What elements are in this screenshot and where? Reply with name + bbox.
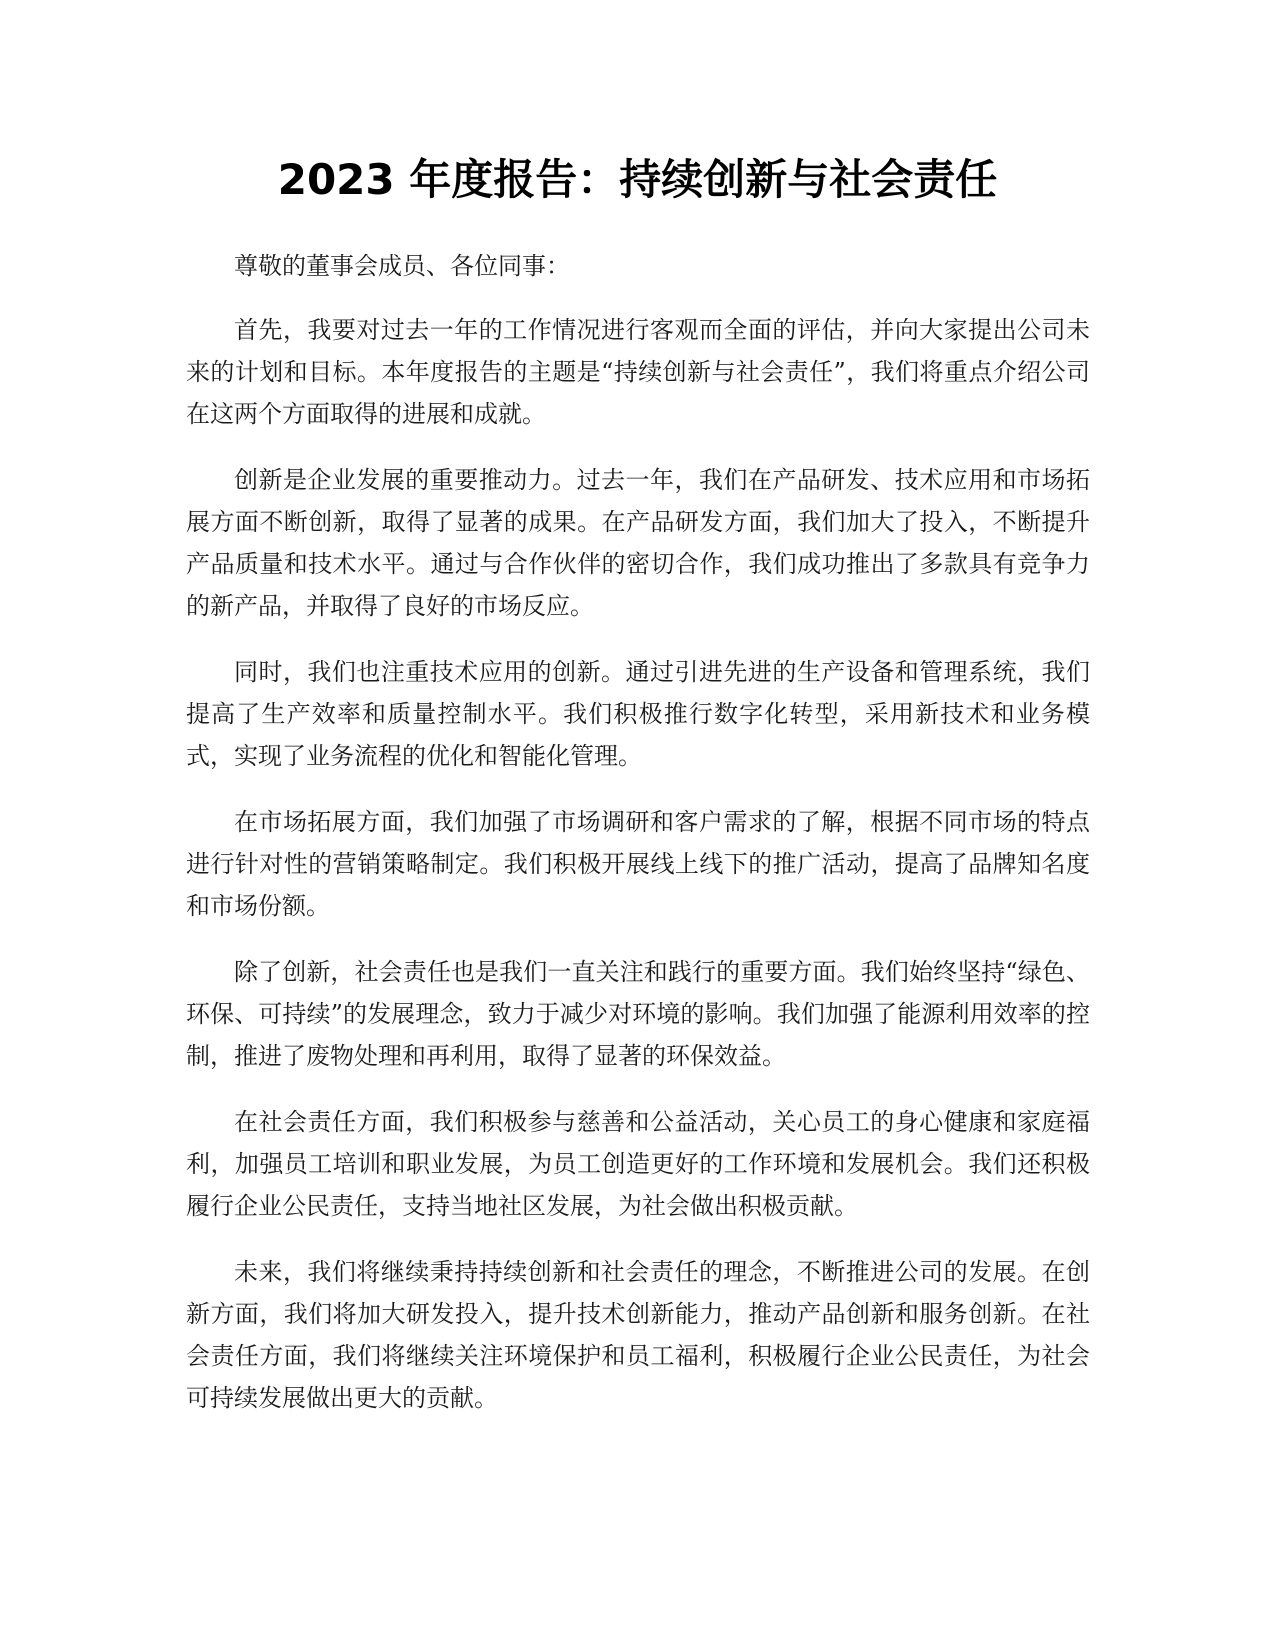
greeting-line: 尊敬的董事会成员、各位同事： <box>234 252 570 280</box>
document-title: 2023 年度报告：持续创新与社会责任 <box>277 155 998 204</box>
document-body <box>186 245 1090 1443</box>
paragraph-environment: 除了创新，社会责任也是我们一直关注和践行的重要方面。我们始终坚持“绿色、环保、可持续”的发展理念，致力于减少对环境的影响。我们加强了能源利用效率的控制，推进了废物处理和再利用，取得了显著的环保效益。 <box>186 958 1090 1070</box>
paragraph-technology: 同时，我们也注重技术应用的创新。通过引进先进的生产设备和管理系统，我们提高了生产效率和质量控制水平。我们积极推行数字化转型，采用新技术和业务模式，实现了业务流程的优化和智能化管理。 <box>186 658 1090 770</box>
paragraph-innovation: 创新是企业发展的重要推动力。过去一年，我们在产品研发、技术应用和市场拓展方面不断创新，取得了显著的成果。在产品研发方面，我们加大了投入，不断提升产品质量和技术水平。通过与合作伙伴的密切合作，我们成功推出了多款具有竞争力的新产品，并取得了良好的市场反应。 <box>186 466 1090 620</box>
paragraph-market: 在市场拓展方面，我们加强了市场调研和客户需求的了解，根据不同市场的特点进行针对性的营销策略制定。我们积极开展线上线下的推广活动，提高了品牌知名度和市场份额。 <box>186 808 1090 920</box>
paragraph-social: 在社会责任方面，我们积极参与慈善和公益活动，关心员工的身心健康和家庭福利，加强员工培训和职业发展，为员工创造更好的工作环境和发展机会。我们还积极履行企业公民责任，支持当地社区发展，为社会做出积极贡献。 <box>186 1108 1090 1220</box>
paragraph-intro: 首先，我要对过去一年的工作情况进行客观而全面的评估，并向大家提出公司未来的计划和目标。本年度报告的主题是“持续创新与社会责任”，我们将重点介绍公司在这两个方面取得的进展和成就。 <box>186 316 1090 428</box>
paragraph-future: 未来，我们将继续秉持持续创新和社会责任的理念，不断推进公司的发展。在创新方面，我们将加大研发投入，提升技术创新能力，推动产品创新和服务创新。在社会责任方面，我们将继续关注环境保护和员工福利，积极履行企业公民责任，为社会可持续发展做出更大的贡献。 <box>186 1258 1090 1412</box>
